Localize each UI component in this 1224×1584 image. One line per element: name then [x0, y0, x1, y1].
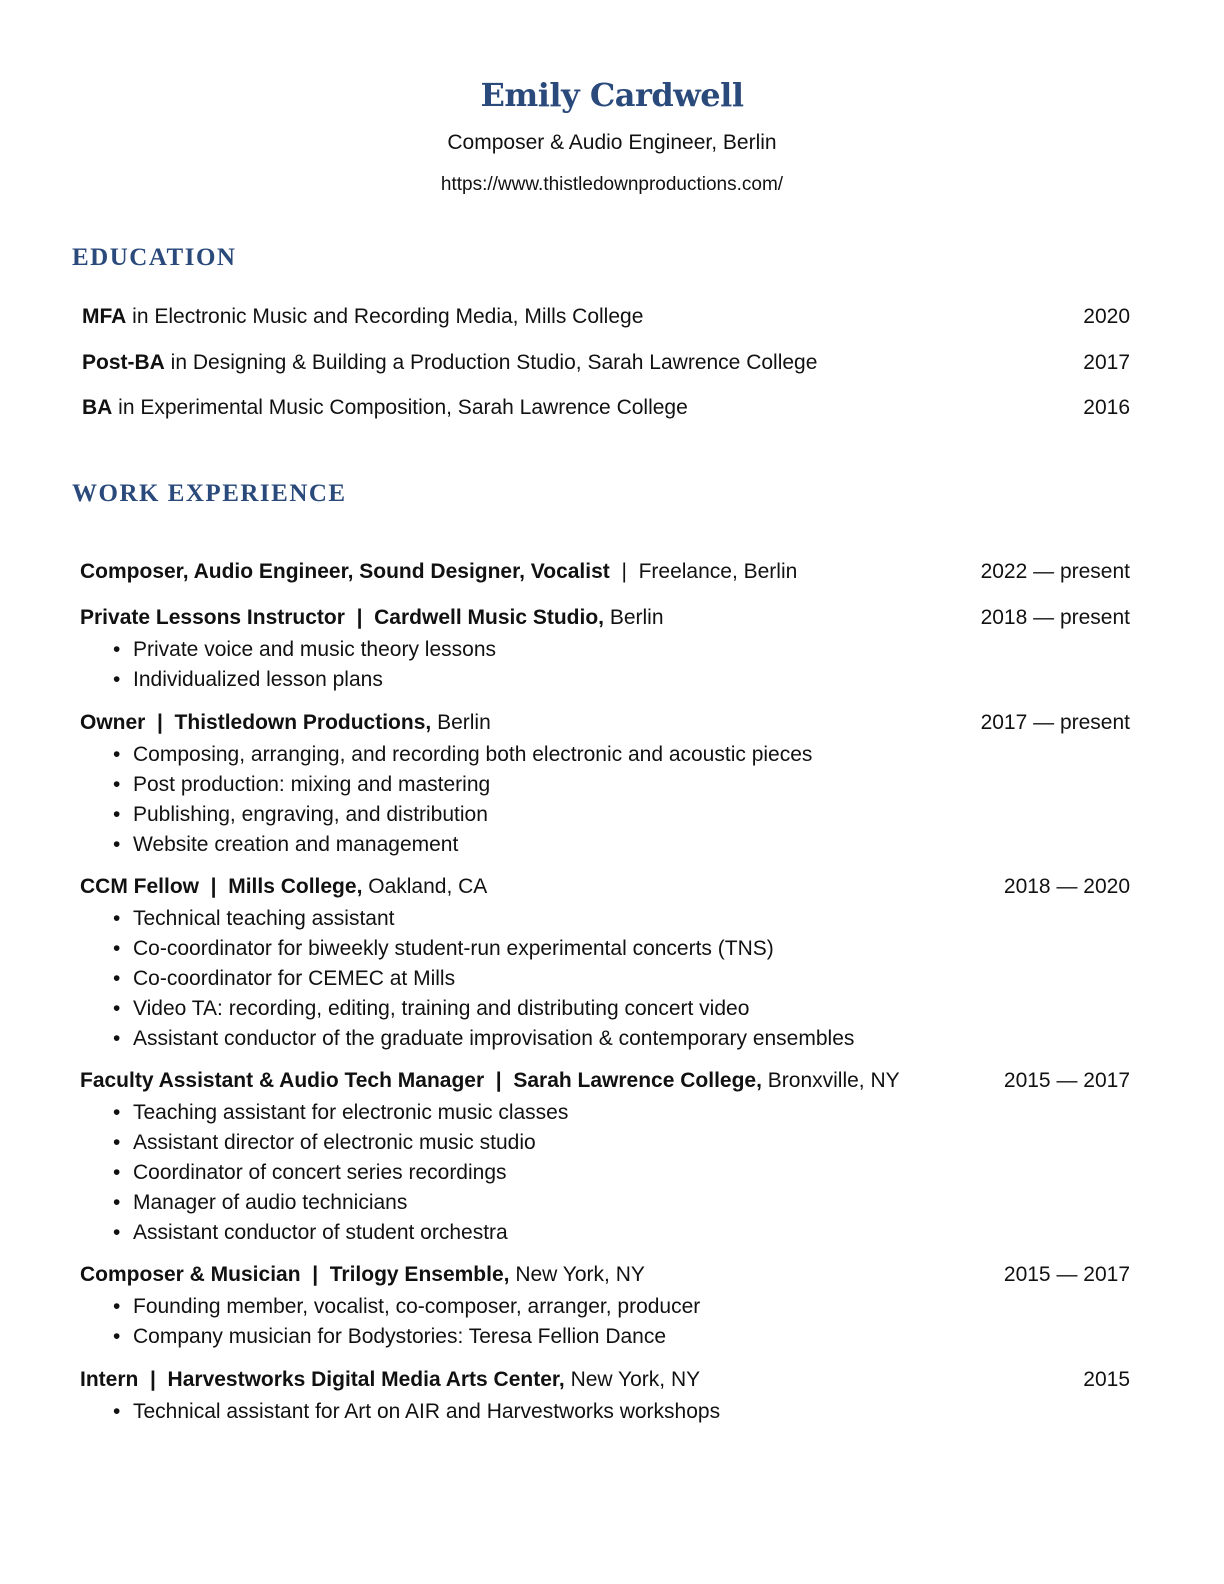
- bullet-item: • Assistant director of electronic music studio: [113, 1128, 568, 1158]
- education-item: [80, 351, 1130, 381]
- job-bullets: [113, 1397, 720, 1427]
- job-location: | Freelance, Berlin: [609, 560, 798, 583]
- bullet-item: • Co-coordinator for CEMEC at Mills: [113, 964, 854, 994]
- job-location: New York, NY: [564, 1368, 701, 1391]
- bullet-item: • Founding member, vocalist, co-composer, arranger, producer: [113, 1292, 700, 1322]
- job-entry: [80, 875, 1130, 905]
- bullet-item: • Company musician for Bodystories: Teresa Fellion Dance: [113, 1322, 700, 1352]
- bullet-item: • Technical teaching assistant: [113, 904, 854, 934]
- job-dates: 2015: [1083, 1368, 1130, 1391]
- job-entry: [80, 560, 1130, 590]
- bullet-item: • Coordinator of concert series recordings: [113, 1158, 568, 1188]
- job-entry: [80, 1368, 1130, 1398]
- bullet-item: • Manager of audio technicians: [113, 1188, 568, 1218]
- job-location: New York, NY: [509, 1263, 645, 1286]
- job-role: CCM Fellow | Mills College,: [80, 875, 363, 898]
- job-dates: 2015 — 2017: [1003, 1263, 1130, 1286]
- job-bullets: [113, 1292, 700, 1352]
- job-dates: 2018 — 2020: [1003, 875, 1130, 898]
- degree: Post-BA: [82, 351, 165, 374]
- bullet-item: • Post production: mixing and mastering: [113, 770, 812, 800]
- bullet-item: • Private voice and music theory lessons: [113, 635, 496, 665]
- job-location: Oakland, CA: [362, 875, 488, 898]
- job-bullets: [113, 1098, 568, 1248]
- bullet-item: • Individualized lesson plans: [113, 665, 496, 695]
- job-dates: 2018 — present: [980, 606, 1130, 629]
- degree: BA: [82, 396, 113, 419]
- job-role: Faculty Assistant & Audio Tech Manager | Sarah Lawrence College,: [80, 1069, 762, 1092]
- job-entry: [80, 711, 1130, 741]
- job-bullets: [113, 740, 812, 860]
- work-experience-heading: WORK EXPERIENCE: [72, 480, 347, 507]
- education-item: [80, 396, 1130, 426]
- degree-detail: in Electronic Music and Recording Media, Mills College: [126, 305, 644, 328]
- job-dates: 2017 — present: [980, 711, 1130, 734]
- job-entry: [80, 1263, 1130, 1293]
- job-entry: [80, 1069, 1130, 1099]
- job-location: Berlin: [431, 711, 491, 734]
- bullet-item: • Publishing, engraving, and distribution: [113, 800, 812, 830]
- job-role: Composer, Audio Engineer, Sound Designer, Vocalist: [80, 560, 610, 583]
- bullet-item: • Teaching assistant for electronic music classes: [113, 1098, 568, 1128]
- job-role: Private Lessons Instructor | Cardwell Music Studio,: [80, 606, 604, 629]
- job-bullets: [113, 635, 496, 695]
- education-year: 2020: [1083, 305, 1130, 328]
- education-year: 2017: [1083, 351, 1130, 374]
- degree-detail: in Experimental Music Composition, Sarah Lawrence College: [112, 396, 688, 419]
- bullet-item: • Technical assistant for Art on AIR and Harvestworks workshops: [113, 1397, 720, 1427]
- bullet-item: • Video TA: recording, editing, training and distributing concert video: [113, 994, 854, 1024]
- education-heading: EDUCATION: [72, 244, 237, 271]
- job-role: Intern | Harvestworks Digital Media Arts Center,: [80, 1368, 565, 1391]
- job-entry: [80, 606, 1130, 636]
- bullet-item: • Composing, arranging, and recording both electronic and acoustic pieces: [113, 740, 812, 770]
- job-role: Composer & Musician | Trilogy Ensemble,: [80, 1263, 510, 1286]
- job-location: Berlin: [604, 606, 664, 629]
- job-location: Bronxville, NY: [761, 1069, 900, 1092]
- education-item: [80, 305, 1130, 335]
- bullet-item: • Assistant conductor of student orchestra: [113, 1218, 568, 1248]
- bullet-item: • Assistant conductor of the graduate improvisation & contemporary ensembles: [113, 1024, 854, 1054]
- bullet-item: • Website creation and management: [113, 830, 812, 860]
- applicant-subtitle: Composer & Audio Engineer, Berlin: [447, 131, 777, 154]
- applicant-name: Emily Cardwell: [480, 76, 744, 114]
- job-dates: 2015 — 2017: [1003, 1069, 1130, 1092]
- degree-detail: in Designing & Building a Production Studio, Sarah Lawrence College: [164, 351, 818, 374]
- education-year: 2016: [1083, 396, 1130, 419]
- job-dates: 2022 — present: [980, 560, 1130, 583]
- job-bullets: [113, 904, 854, 1054]
- bullet-item: • Co-coordinator for biweekly student-run experimental concerts (TNS): [113, 934, 854, 964]
- job-role: Owner | Thistledown Productions,: [80, 711, 432, 734]
- degree: MFA: [82, 305, 127, 328]
- website-link[interactable]: https://www.thistledownproductions.com/: [440, 174, 784, 195]
